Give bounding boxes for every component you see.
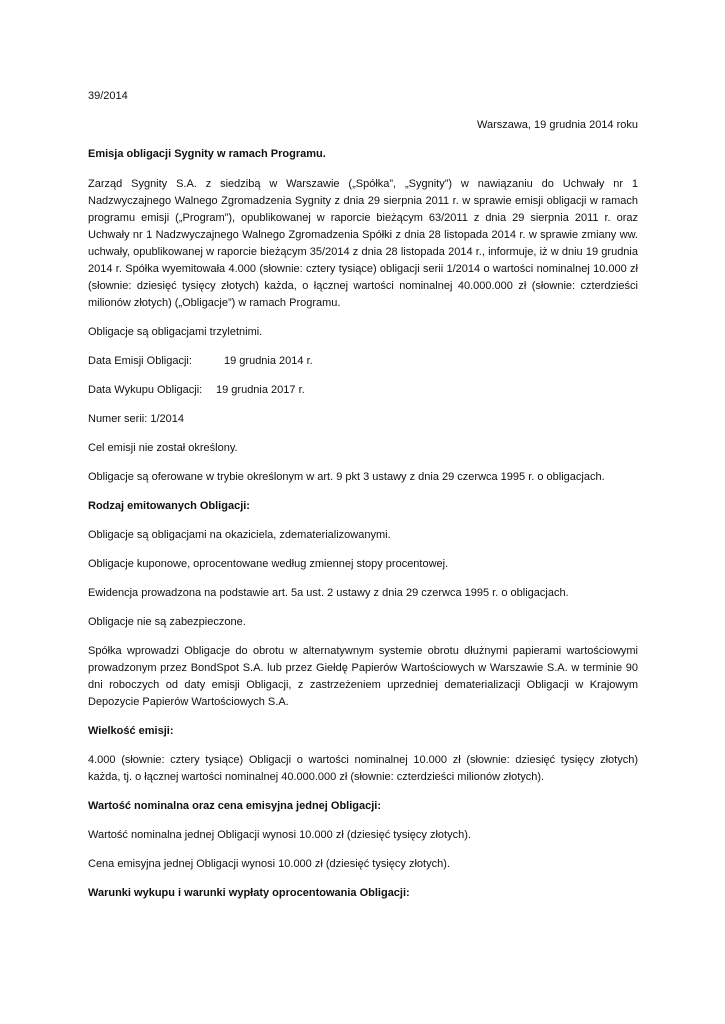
issue-date-row [88,353,638,370]
place-date: Warszawa, 19 grudnia 2014 roku [476,119,638,131]
redemption-date-label: Data Wykupu Obligacji: [88,384,203,396]
series-number: Numer serii: 1/2014 [88,413,184,425]
document-title: Emisja obligacji Sygnity w ramach Programu. [88,148,326,160]
value-paragraph-2: Cena emisyjna jednej Obligacji wynosi 10.000 zł (dziesięć tysięcy złotych). [88,858,450,870]
type-paragraph-2: Obligacje kuponowe, oprocentowane według zmiennej stopy procentowej. [88,558,449,570]
type-paragraph-3: Ewidencja prowadzona na podstawie art. 5a ust. 2 ustawy z dnia 29 czerwca 1995 r. o obligacjach. [88,587,569,599]
section-value-heading: Wartość nominalna oraz cena emisyjna jednej Obligacji: [88,800,382,812]
section-type-heading: Rodzaj emitowanych Obligacji: [88,500,250,512]
type-paragraph-1: Obligacje są obligacjami na okaziciela, zdematerializowanymi. [88,529,391,541]
intro-paragraph: Zarząd Sygnity S.A. z siedzibą w Warszawie („Spółka”, „Sygnity”) w nawiązaniu do Uchwały nr 1 Nadzwyczajnego Walnego Zgromadzenia Sygnity z dnia 29 sierpnia 2011 r. w sprawie emisji obligacji w ramach programu emisji („Program”), opublikowanej w raporcie bieżącym 63/2011 z dnia 29 sierpnia 2011 r. oraz Uchwały nr 1 Nadzwyczajnego Walnego Zgromadzenia Spółki z dnia 28 listopada 2014 r. w sprawie zmiany ww. uchwały, opublikowanej w raporcie bieżącym 35/2014 z dnia 28 listopada 2014 r., informuje, iż w dniu 19 grudnia 2014 r. Spółka wyemitowała 4.000 (słownie: cztery tysiące) obligacji serii 1/2014 o wartości nominalnej 10.000 zł (słownie: dziesięć tysięcy złotych) każda, o łącznej wartości nominalnej 40.000.000 zł (słownie: czterdzieści milionów złotych) („Obligacje”) w ramach Programu. [88,178,638,309]
issue-date-label: Data Emisji Obligacji: [88,355,192,367]
offer-mode-paragraph: Obligacje są oferowane w trybie określonym w art. 9 pkt 3 ustawy z dnia 29 czerwca 1995 r. o obligacjach. [88,471,605,483]
section-terms-heading: Warunki wykupu i warunki wypłaty oprocentowania Obligacji: [88,887,410,899]
purpose-paragraph: Cel emisji nie został określony. [88,442,238,454]
term-paragraph: Obligacje są obligacjami trzyletnimi. [88,326,263,338]
type-paragraph-4: Obligacje nie są zabezpieczone. [88,616,246,628]
redemption-date-row [88,382,638,399]
section-size-heading: Wielkość emisji: [88,725,174,737]
type-paragraph-5: Spółka wprowadzi Obligacje do obrotu w alternatywnym systemie obrotu dłużnymi papierami wartościowymi prowadzonym przez BondSpot S.A. lub przez Giełdę Papierów Wartościowych w Warszawie S.A. w terminie 90 dni roboczych od daty emisji Obligacji, z zastrzeżeniem uprzedniej dematerializacji Obligacji w Krajowym Depozycie Papierów Wartościowych S.A. [88,645,638,708]
size-paragraph: 4.000 (słownie: cztery tysiące) Obligacji o wartości nominalnej 10.000 zł (słownie: dziesięć tysięcy złotych) każda, tj. o łącznej wartości nominalnej 40.000.000 zł (słownie: czterdzieści milionów złotych). [88,754,638,783]
issue-date-value: 19 grudnia 2014 r. [224,355,313,367]
document-page [88,88,638,902]
value-paragraph-1: Wartość nominalna jednej Obligacji wynosi 10.000 zł (dziesięć tysięcy złotych). [88,829,471,841]
report-number: 39/2014 [88,90,128,102]
redemption-date-value: 19 grudnia 2017 r. [216,384,305,396]
